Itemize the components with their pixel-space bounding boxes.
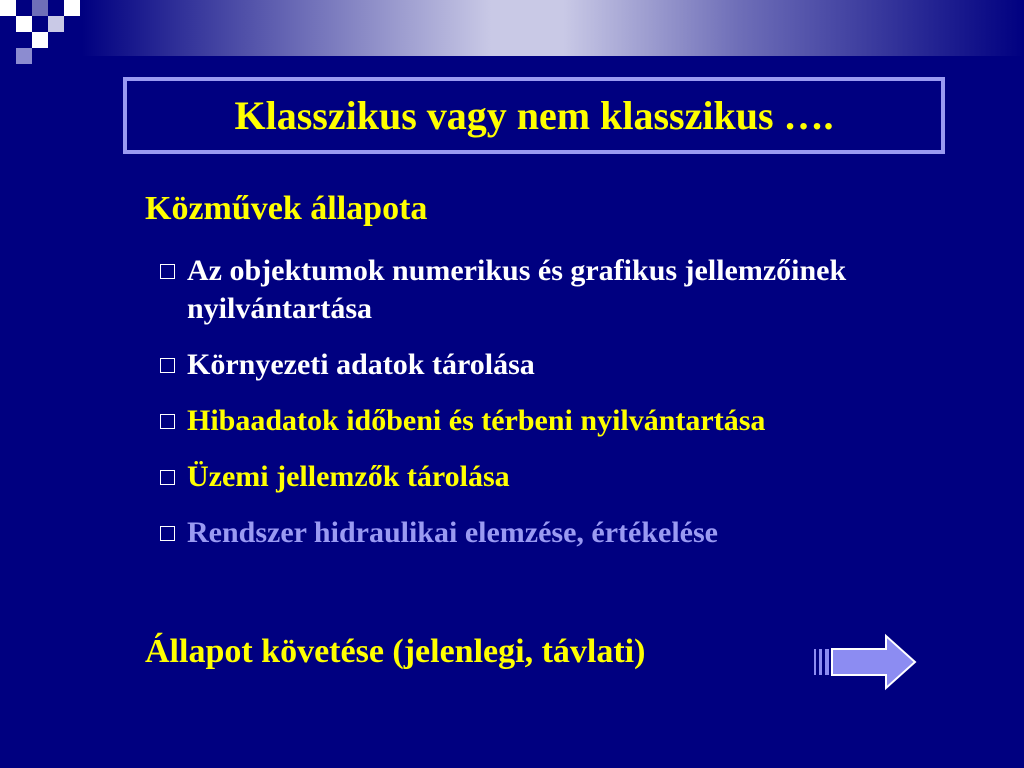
top-gradient-band [0, 0, 1024, 56]
bullet-list [160, 252, 940, 570]
section-heading: Közművek állapota [145, 190, 428, 227]
slide-title: Klasszikus vagy nem klasszikus …. [234, 93, 834, 138]
square-bullet-icon [160, 414, 175, 429]
square-bullet-icon [160, 470, 175, 485]
footer-heading: Állapot követése (jelenlegi, távlati) [145, 633, 646, 670]
bullet-item [160, 458, 940, 496]
checker-squares-icon [0, 0, 80, 64]
square-bullet-icon [160, 526, 175, 541]
bullet-item [160, 346, 940, 384]
square-bullet-icon [160, 358, 175, 373]
bullet-item [160, 402, 940, 440]
bullet-text: Környezeti adatok tárolása [187, 348, 535, 381]
square-bullet-icon [160, 264, 175, 279]
bullet-text: Az objektumok numerikus és grafikus jellemzőinek nyilvántartása [187, 254, 847, 325]
bullet-item [160, 514, 940, 552]
bullet-text: Üzemi jellemzők tárolása [187, 460, 510, 493]
right-arrow-icon[interactable] [812, 633, 918, 691]
bullet-text: Hibaadatok időbeni és térbeni nyilvántartása [187, 404, 766, 437]
title-frame [123, 77, 945, 154]
bullet-item [160, 252, 940, 328]
bullet-text: Rendszer hidraulikai elemzése, értékelése [187, 516, 718, 549]
